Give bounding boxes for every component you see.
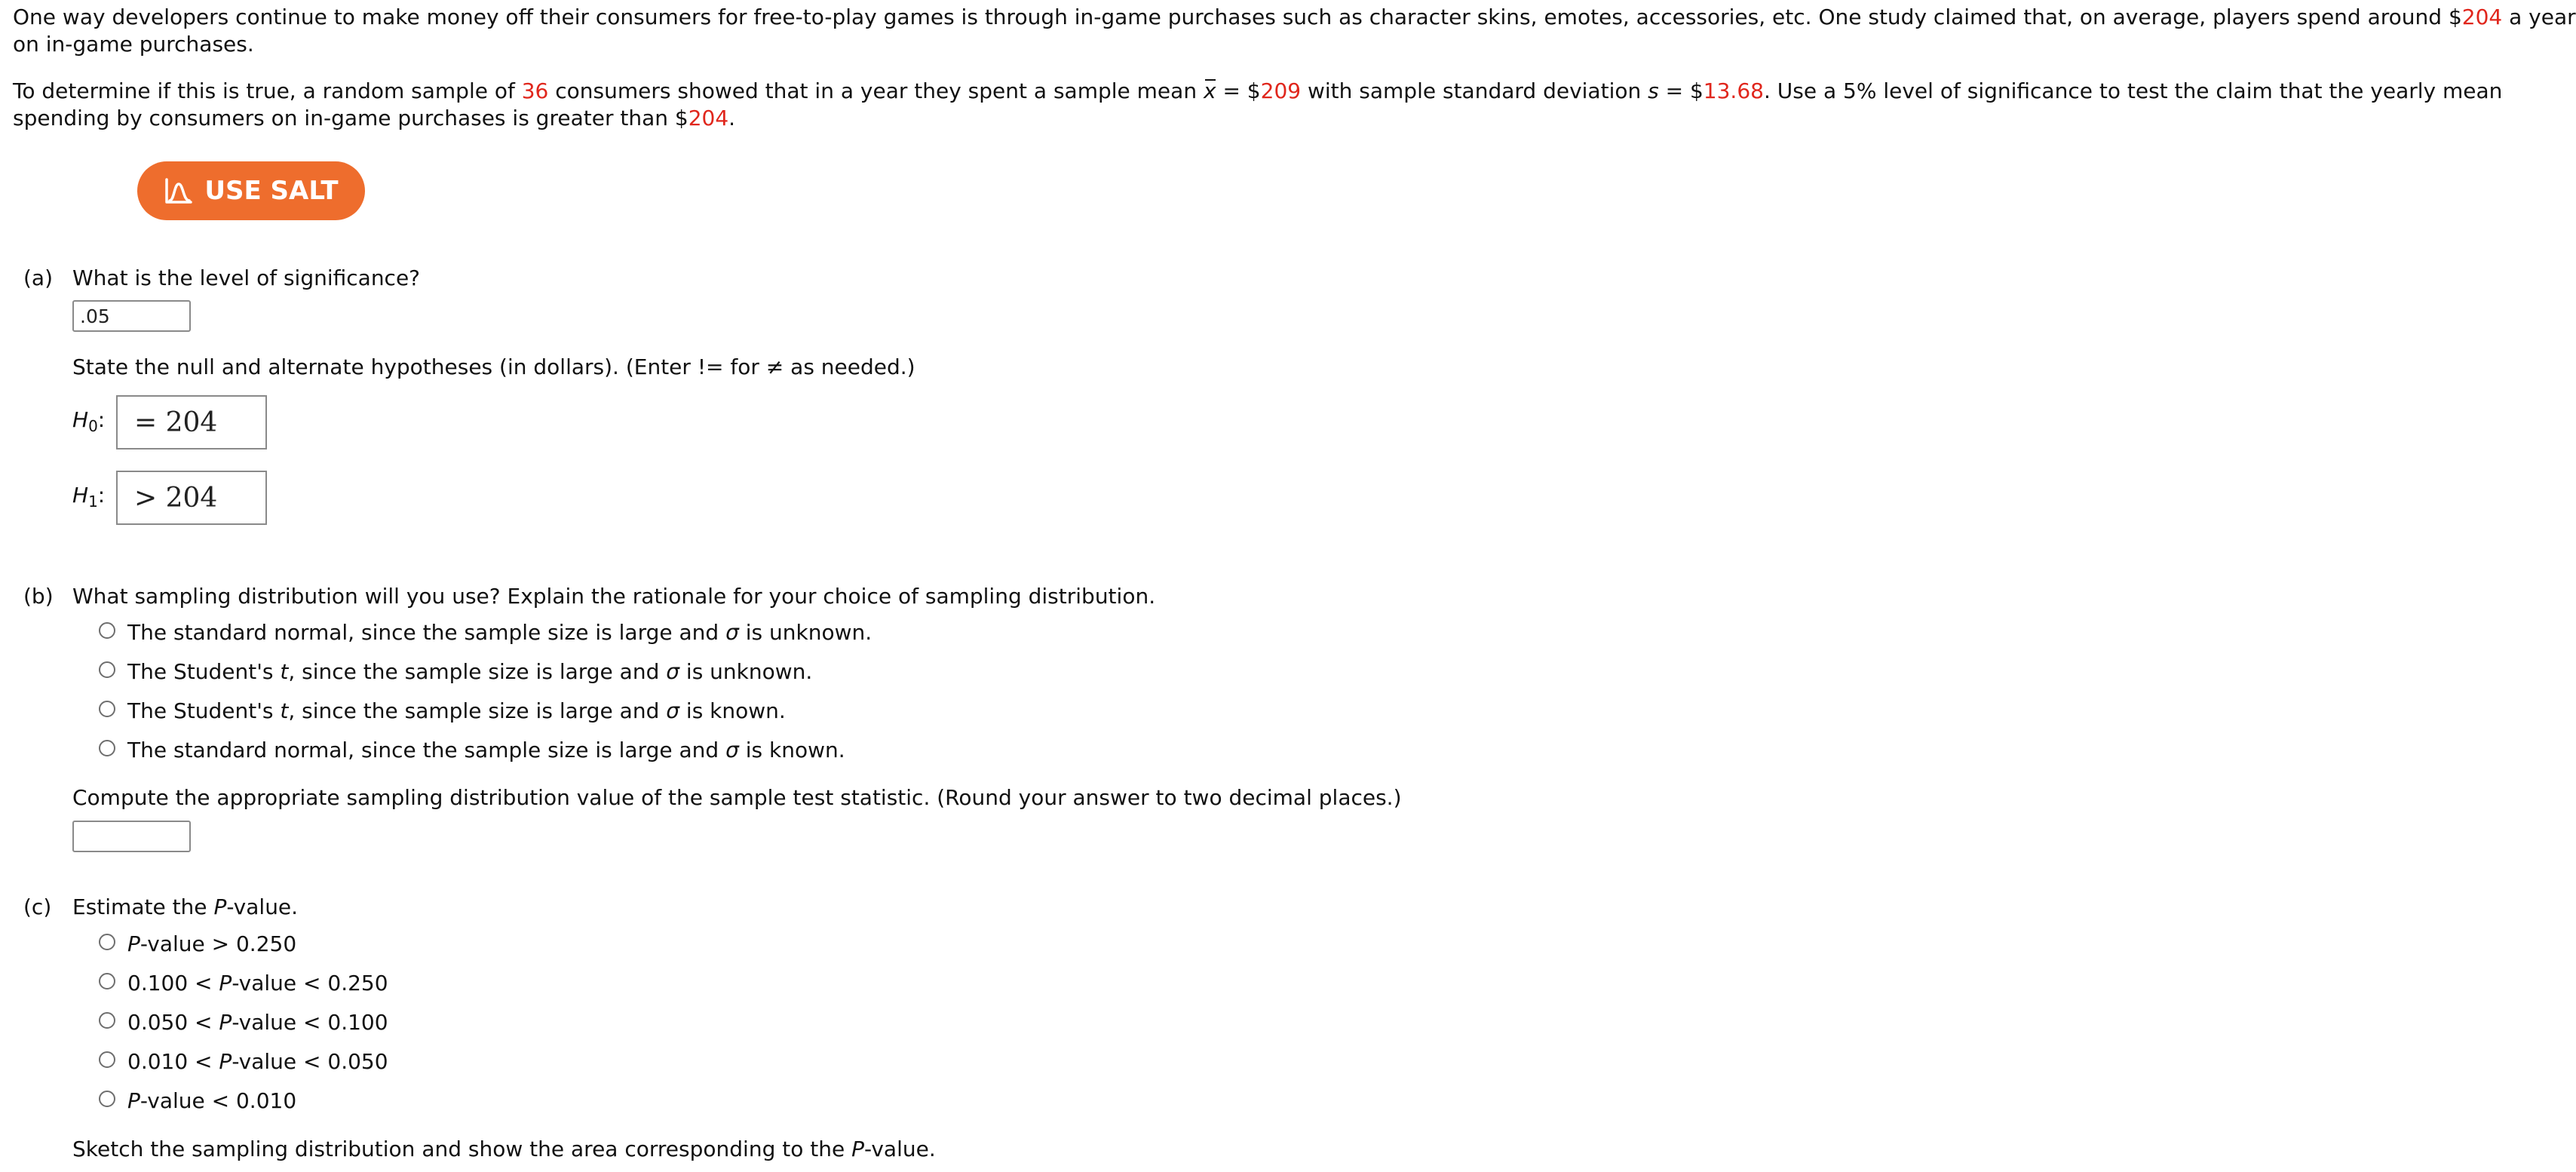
radio-pvalue-option-1[interactable]	[99, 934, 115, 950]
pvalue-option-3-label: 0.050 < P-value < 0.100	[127, 1010, 388, 1035]
problem-line-2: spending by consumers on in-game purchases is greater than $204.	[13, 106, 736, 130]
intro-line-2: on in-game purchases.	[13, 32, 254, 57]
radio-distribution-option-4[interactable]	[99, 740, 115, 756]
distribution-option-1-label: The standard normal, since the sample size is large and σ is unknown.	[127, 620, 872, 645]
null-hypothesis-value: = 204	[134, 407, 218, 438]
radio-distribution-option-1[interactable]	[99, 622, 115, 639]
claimed-mean-value: 204	[2461, 5, 2503, 29]
part-c-question: Estimate the P-value.	[72, 894, 299, 919]
distribution-option-3-label: The Student's t, since the sample size is large and σ is known.	[127, 698, 786, 723]
significance-level-value: .05	[80, 305, 110, 327]
radio-pvalue-option-4[interactable]	[99, 1051, 115, 1068]
radio-pvalue-option-3[interactable]	[99, 1012, 115, 1029]
pvalue-option-1-label: P-value > 0.250	[127, 931, 297, 956]
part-c-tag: (c)	[23, 894, 52, 919]
sample-sd-value: 13.68	[1703, 78, 1764, 103]
distribution-option-2-label: The Student's t, since the sample size is large and σ is unknown.	[127, 659, 813, 684]
problem-line-1: To determine if this is true, a random sample of 36 consumers showed that in a year they spent a sample mean x = $209 with sample standard deviation s = $13.68. Use a 5% level of significance to test the claim that the yearly mean	[13, 78, 2503, 103]
pvalue-option-4-label: 0.010 < P-value < 0.050	[127, 1049, 388, 1074]
part-a-question: What is the level of significance?	[72, 265, 421, 290]
radio-distribution-option-2[interactable]	[99, 661, 115, 678]
alternate-hypothesis-value: > 204	[134, 482, 218, 514]
claim-threshold-value: 204	[688, 106, 729, 130]
x-bar-symbol: x	[1203, 78, 1216, 103]
part-b-question: What sampling distribution will you use? Explain the rationale for your choice of sampling distribution.	[72, 584, 1156, 609]
salt-distribution-icon	[164, 176, 194, 205]
pvalue-option-5-label: P-value < 0.010	[127, 1088, 297, 1113]
sample-mean-value: 209	[1260, 78, 1302, 103]
part-b-tag: (b)	[23, 584, 54, 609]
h0-label: $H_0$:	[72, 407, 106, 435]
radio-pvalue-option-5[interactable]	[99, 1091, 115, 1107]
sample-size-value: 36	[521, 78, 549, 103]
s-symbol: s	[1648, 78, 1659, 103]
part-a-tag: (a)	[23, 265, 54, 290]
test-statistic-input[interactable]	[72, 821, 191, 852]
alternate-hypothesis-input[interactable]	[116, 471, 267, 525]
use-salt-label: USE SALT	[204, 176, 339, 206]
significance-level-input[interactable]	[72, 300, 191, 332]
radio-distribution-option-3[interactable]	[99, 701, 115, 717]
hypotheses-prompt: State the null and alternate hypotheses (in dollars). (Enter != for ≠ as needed.)	[72, 354, 915, 379]
compute-statistic-prompt: Compute the appropriate sampling distribution value of the sample test statistic. (Round your answer to two decimal places.)	[72, 785, 1402, 810]
use-salt-button[interactable]	[137, 161, 365, 220]
intro-line-1: One way developers continue to make money off their consumers for free-to-play games is through in-game purchases such as character skins, emotes, accessories, etc. One study claimed that, on average, players spend around $204 a year	[13, 5, 2576, 29]
pvalue-option-2-label: 0.100 < P-value < 0.250	[127, 971, 388, 996]
radio-pvalue-option-2[interactable]	[99, 973, 115, 989]
null-hypothesis-input[interactable]	[116, 395, 267, 449]
distribution-option-4-label: The standard normal, since the sample size is large and σ is known.	[127, 738, 845, 762]
h1-label: $H_1$:	[72, 483, 106, 511]
sketch-prompt: Sketch the sampling distribution and show the area corresponding to the P-value.	[72, 1137, 936, 1161]
